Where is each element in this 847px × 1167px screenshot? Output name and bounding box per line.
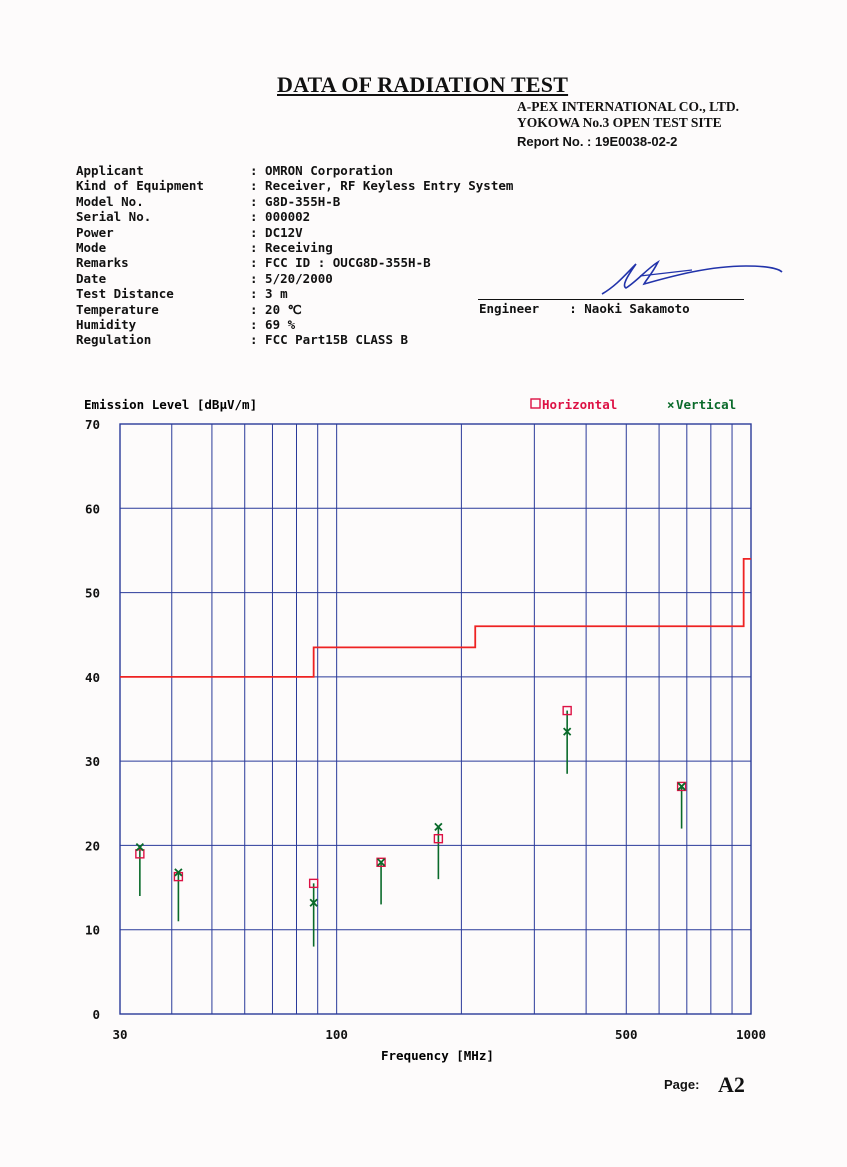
info-label: Applicant [76,163,144,178]
info-label: Kind of Equipment [76,178,204,194]
info-row [76,332,513,347]
document-title: DATA OF RADIATION TEST [277,72,569,97]
legend-horizontal-marker [531,399,540,408]
engineer-signature [596,252,786,302]
y-tick-label: 30 [84,754,100,770]
info-label: Date [76,270,107,286]
info-value: : 69 % [250,316,296,332]
page-number: A2 [718,1072,745,1097]
info-value: : DC12V [250,224,303,240]
x-tick-label: 100 [325,1027,348,1042]
info-value: : Receiving [250,239,333,255]
info-row [76,225,513,240]
company-name: A-PEX INTERNATIONAL CO., LTD. [517,99,740,114]
test-site: YOKOWA No.3 OPEN TEST SITE [517,115,722,130]
info-row [76,302,513,317]
info-value: : Receiver, RF Keyless Entry System [250,178,514,194]
x-tick-label: 500 [614,1027,638,1042]
info-label: Test Distance [76,286,174,302]
chart-legend [531,397,736,412]
y-tick-label: 40 [84,669,100,685]
company-block [517,99,739,131]
limit-line [120,559,751,677]
range-bars [140,711,682,947]
test-info-table [76,163,513,348]
legend-vertical-label: Vertical [676,397,737,412]
y-tick-label: 0 [92,1007,100,1022]
emission-chart [0,380,847,1070]
info-row [76,255,513,270]
info-row [76,209,513,224]
legend-vertical-marker: × [667,397,675,412]
signature-line [478,299,744,300]
info-label: Remarks [76,255,129,271]
data-markers [136,707,686,907]
y-tick-label: 60 [84,501,100,517]
page-label: Page: [664,1077,700,1092]
engineer-block [479,301,690,316]
info-label: Serial No. [76,209,152,225]
info-value: : 3 m [250,286,288,302]
info-value: : 20 ℃ [250,301,302,317]
x-axis-label: Frequency [MHz] [381,1048,494,1063]
info-row [76,178,513,193]
engineer-name: Naoki Sakamoto [584,301,690,316]
info-row [76,317,513,332]
legend-horizontal-label: Horizontal [542,397,618,412]
info-row [76,271,513,286]
info-row [76,240,513,255]
engineer-label: Engineer [479,301,540,316]
info-label: Regulation [76,332,152,348]
info-value: : 5/20/2000 [250,270,333,286]
info-label: Power [76,224,114,240]
info-label: Mode [76,239,107,255]
report-number [517,134,677,149]
x-tick-label: 1000 [735,1027,767,1042]
x-tick-label: 30 [112,1027,128,1042]
limit-line-layer [120,559,751,677]
info-value: : 000002 [250,209,311,225]
info-value: : FCC Part15B CLASS B [250,332,409,348]
info-label: Model No. [76,193,144,209]
y-tick-label: 70 [84,417,100,432]
engineer-separator: : [569,301,577,316]
info-row [76,286,513,301]
chart-ticks [85,417,766,1042]
info-label: Temperature [76,301,159,317]
chart-grid [120,424,751,1014]
info-value: : OMRON Corporation [250,163,393,178]
info-label: Humidity [76,316,137,332]
y-tick-label: 50 [84,585,100,601]
y-axis-label: Emission Level [dBμV/m] [84,397,258,412]
plot-frame [120,424,751,1014]
report-label: Report No. : [517,134,592,149]
y-tick-label: 20 [84,838,100,854]
y-tick-label: 10 [84,922,100,938]
info-row [76,194,513,209]
info-value: : FCC ID : OUCG8D-355H-B [250,255,431,271]
report-value: 19E0038-02-2 [595,134,678,149]
info-row [76,163,513,178]
info-value: : G8D-355H-B [250,193,341,209]
